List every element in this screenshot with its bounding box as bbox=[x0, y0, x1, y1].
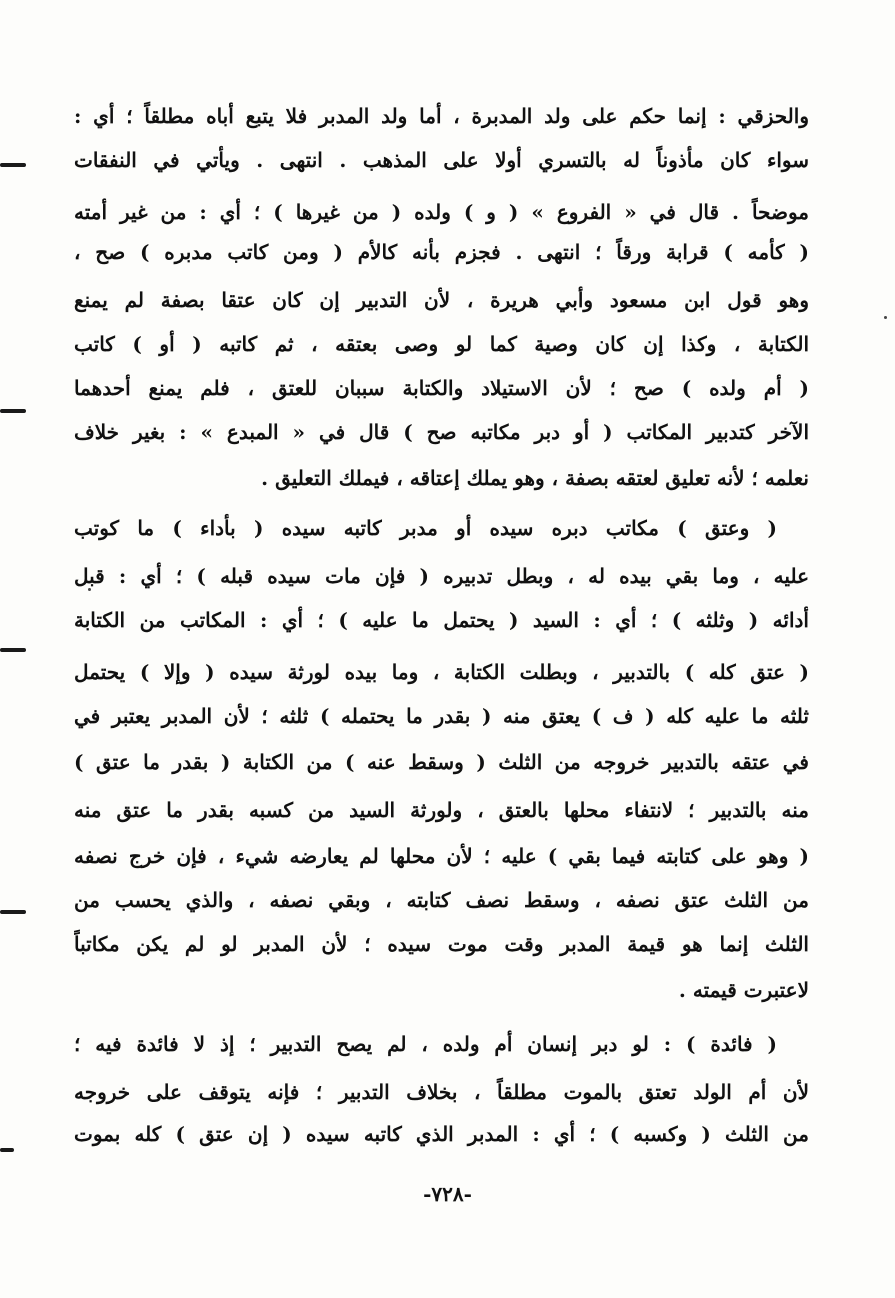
text-line: والحزقي : إنما حكم على ولد المدبرة ، أما ولد المدبر فلا يتبع أباه مطلقاً ؛ أي : bbox=[74, 104, 809, 128]
text-line: من الثلث عتق نصفه ، وسقط نصف كتابته ، وبقي نصفه ، والذي يحسب من bbox=[74, 888, 809, 912]
text-line: منه بالتدبير ؛ لانتفاء محلها بالعتق ، ولورثة السيد من كسبه بقدر ما عتق منه bbox=[74, 798, 809, 822]
page-number: -٧٢٨- bbox=[423, 1182, 472, 1206]
text-line: ثلثه ما عليه كله ( ف ) يعتق منه ( بقدر ما يحتمله ) ثلثه ؛ لأن المدبر يعتبر في bbox=[74, 704, 809, 728]
text-line: في عتقه بالتدبير خروجه من الثلث ( وسقط عنه ) من الكتابة ( بقدر ما عتق ) bbox=[74, 750, 809, 774]
margin-mark bbox=[0, 910, 26, 914]
text-line: ( كأمه ) قرابة ورقاً ؛ انتهى . فجزم بأنه كالأم ( ومن كاتب مدبره ) صح ، bbox=[74, 240, 809, 264]
margin-mark bbox=[0, 163, 26, 167]
text-line: ( أم ولده ) صح ؛ لأن الاستيلاد والكتابة سببان للعتق ، فلم يمنع أحدهما bbox=[74, 376, 809, 400]
text-line: نعلمه ؛ لأنه تعليق لعتقه بصفة ، وهو يملك إعتاقه ، فيملك التعليق . bbox=[261, 466, 809, 490]
text-line: ( وعتق ) مكاتب دبره سيده أو مدبر كاتبه سيده ( بأداء ) ما كوتب bbox=[74, 516, 777, 540]
text-line: لاعتبرت قيمته . bbox=[678, 978, 809, 1002]
text-line: سواء كان مأذوناً له بالتسري أولا على المذهب . انتهى . ويأتي في النفقات bbox=[74, 148, 809, 172]
margin-mark bbox=[0, 648, 26, 652]
text-line: الثلث إنما هو قيمة المدبر وقت موت سيده ؛ لأن المدبر لو لم يكن مكاتباً bbox=[74, 932, 809, 956]
text-line: الكتابة ، وكذا إن كان وصية كما لو وصى بعتقه ، ثم كاتبه ( أو ) كاتب bbox=[74, 332, 809, 356]
text-line: ( عتق كله ) بالتدبير ، وبطلت الكتابة ، وما بيده لورثة سيده ( وإلا ) يحتمل bbox=[74, 660, 809, 684]
text-line: عليه ، وما بقي بيده له ، وبطل تدبيره ( فإن مات سيده قبله ) ؛ أي : قبل bbox=[74, 564, 809, 588]
margin-mark bbox=[0, 1148, 14, 1152]
text-line: موضحاً . قال في « الفروع » ( و ) ولده ( من غيرها ) ؛ أي : من غير أمته bbox=[74, 200, 809, 224]
text-line: من الثلث ( وكسبه ) ؛ أي : المدبر الذي كاتبه سيده ( إن عتق ) كله بموت bbox=[74, 1122, 809, 1146]
speck bbox=[884, 316, 887, 319]
text-line: ( فائدة ) : لو دبر إنسان أم ولده ، لم يصح التدبير ؛ إذ لا فائدة فيه ؛ bbox=[74, 1032, 777, 1056]
margin-mark bbox=[0, 409, 26, 413]
text-line: وهو قول ابن مسعود وأبي هريرة ، لأن التدبير إن كان عتقا بصفة لم يمنع bbox=[74, 288, 809, 312]
text-line: ( وهو على كتابته فيما بقي ) عليه ؛ لأن محلها لم يعارضه شيء ، فإن خرج نصفه bbox=[74, 844, 809, 868]
text-line: الآخر كتدبير المكاتب ( أو دبر مكاتبه صح ) قال في « المبدع » : بغير خلاف bbox=[74, 420, 809, 444]
text-line: أدائه ( وثلثه ) ؛ أي : السيد ( يحتمل ما عليه ) ؛ أي : المكاتب من الكتابة bbox=[74, 608, 809, 632]
text-line: لأن أم الولد تعتق بالموت مطلقاً ، بخلاف التدبير ؛ فإنه يتوقف على خروجه bbox=[74, 1080, 809, 1104]
